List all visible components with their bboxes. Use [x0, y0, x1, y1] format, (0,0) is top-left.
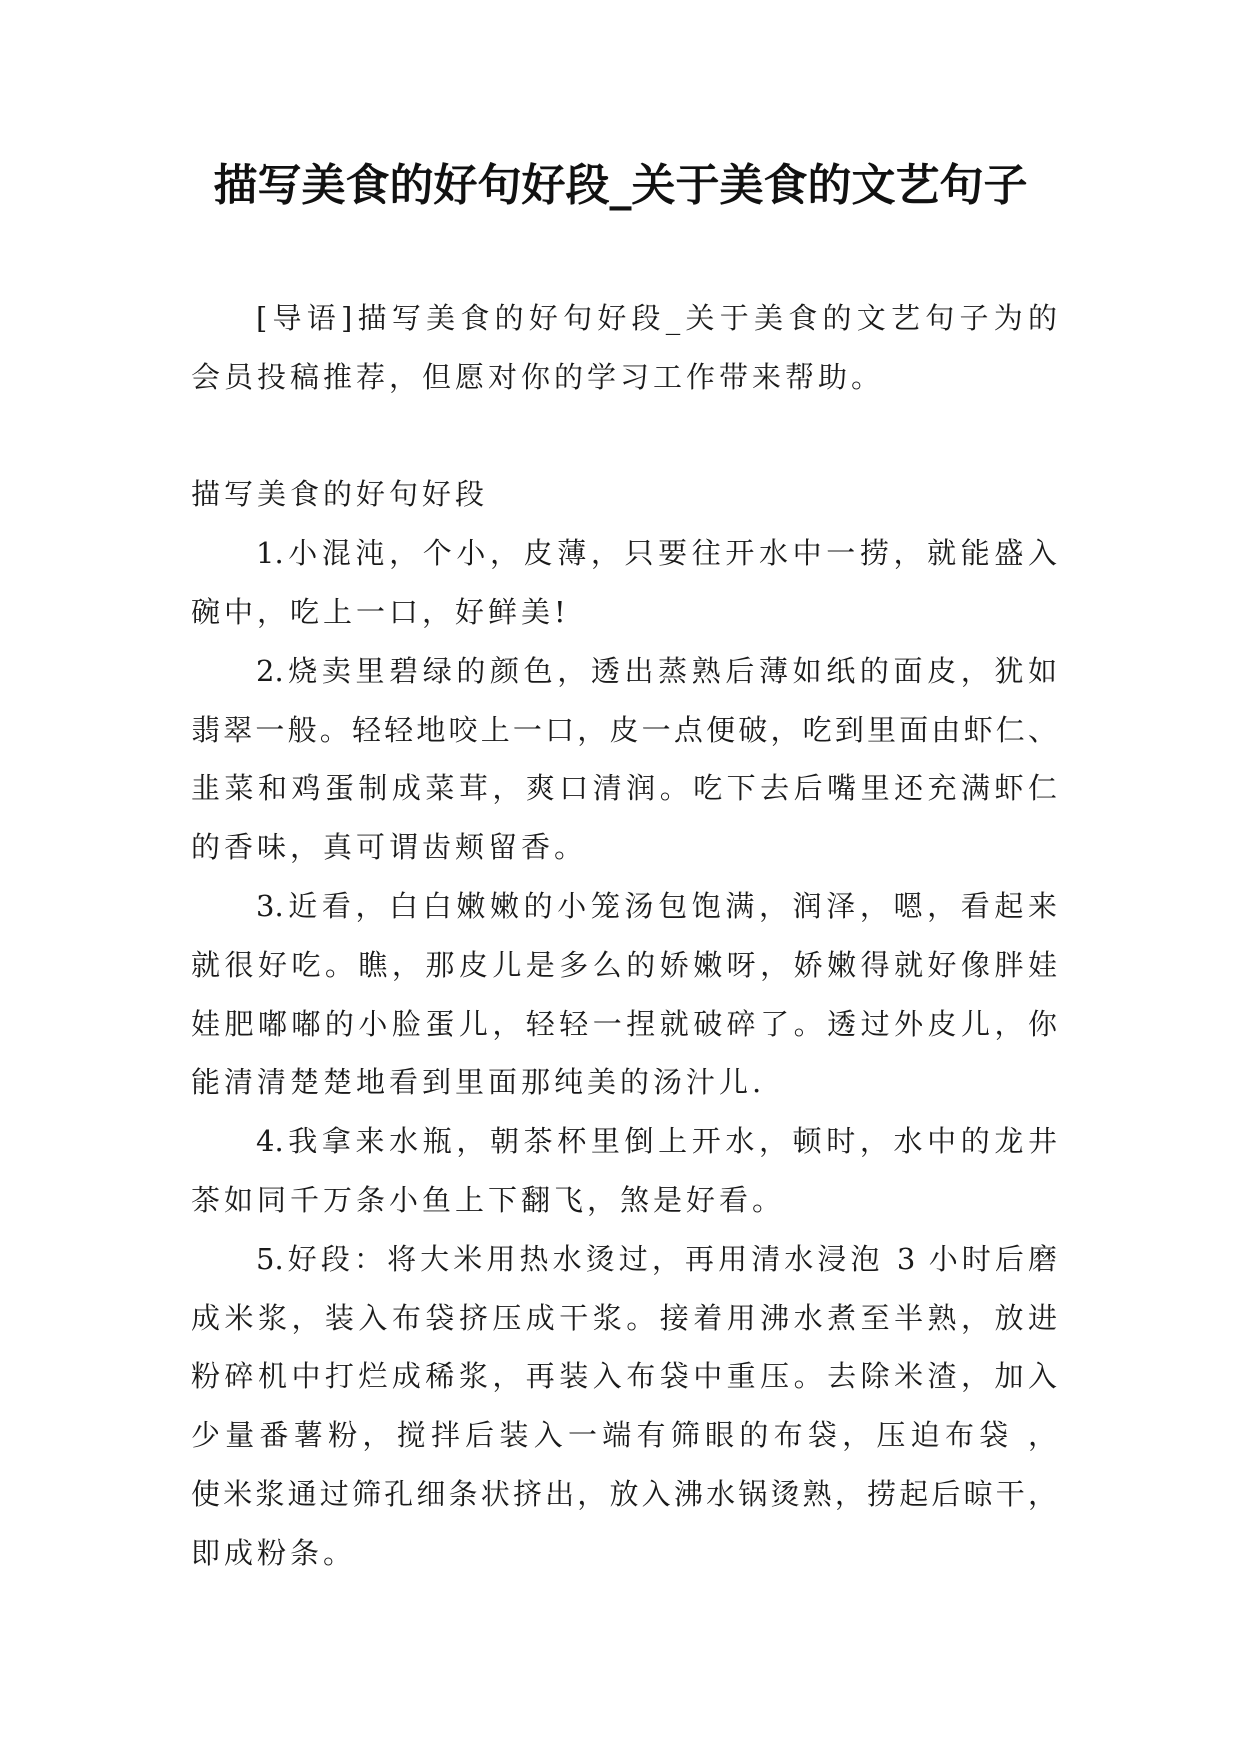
list-item — [191, 1230, 1057, 1583]
list-item — [191, 642, 1057, 877]
paragraph-line: 碗中，吃上一口，好鲜美! — [191, 594, 570, 629]
paragraph-line: 粉碎机中打烂成稀浆，再装入布袋中重压。去除米渣，加入 — [191, 1359, 1057, 1394]
paragraph-line: 4.我拿来水瓶，朝茶杯里倒上开水，顿时，水中的龙井 — [256, 1124, 1057, 1159]
paragraph-line: 使米浆通过筛孔细条状挤出，放入沸水锅烫熟，捞起后晾干， — [191, 1476, 1057, 1511]
paragraph-line: 的香味，真可谓齿颊留香。 — [191, 830, 588, 865]
paragraph-line: 韭菜和鸡蛋制成菜茸，爽口清润。吃下去后嘴里还充满虾仁 — [191, 771, 1057, 806]
paragraph-line: 成米浆，装入布袋挤压成干浆。接着用沸水煮至半熟，放进 — [191, 1300, 1057, 1335]
document-title: 描写美食的好句好段_关于美食的文艺句子 — [213, 160, 1028, 211]
list-item — [191, 1112, 1057, 1230]
paragraph-line: 翡翠一般。轻轻地咬上一口，皮一点便破，吃到里面由虾仁、 — [191, 712, 1057, 747]
document-body — [191, 289, 1057, 1583]
paragraph-line: 娃肥嘟嘟的小脸蛋儿，轻轻一捏就破碎了。透过外皮儿，你 — [191, 1006, 1057, 1041]
paragraph-line: 茶如同千万条小鱼上下翻飞，煞是好看。 — [191, 1182, 786, 1217]
paragraph-line: 5.好段：将大米用热水烫过，再用清水浸泡 3 小时后磨 — [256, 1241, 1057, 1276]
paragraph-line: 2.烧卖里碧绿的颜色，透出蒸熟后薄如纸的面皮，犹如 — [256, 653, 1057, 688]
list-item — [191, 877, 1057, 1112]
paragraph-line: 会员投稿推荐，但愿对你的学习工作带来帮助。 — [191, 359, 885, 394]
paragraph-line: 1.小混沌，个小，皮薄，只要往开水中一捞，就能盛入 — [256, 536, 1057, 571]
paragraph-line: 少量番薯粉，搅拌后装入一端有筛眼的布袋，压迫布袋 ， — [191, 1418, 1057, 1453]
paragraph-line: 能清清楚楚地看到里面那纯美的汤汁儿. — [191, 1065, 766, 1100]
paragraph-line: [导语]描写美食的好句好段_关于美食的文艺句子为的 — [256, 301, 1057, 335]
list-item — [191, 524, 1057, 642]
section-heading: 描写美食的好句好段 — [191, 477, 489, 512]
paragraph-line: 即成粉条。 — [191, 1535, 357, 1570]
intro-paragraph — [191, 289, 1057, 407]
paragraph-line: 3.近看，白白嫩嫩的小笼汤包饱满，润泽，嗯，看起来 — [256, 888, 1057, 923]
paragraph-line: 就很好吃。瞧，那皮儿是多么的娇嫩呀，娇嫩得就好像胖娃 — [191, 947, 1057, 982]
